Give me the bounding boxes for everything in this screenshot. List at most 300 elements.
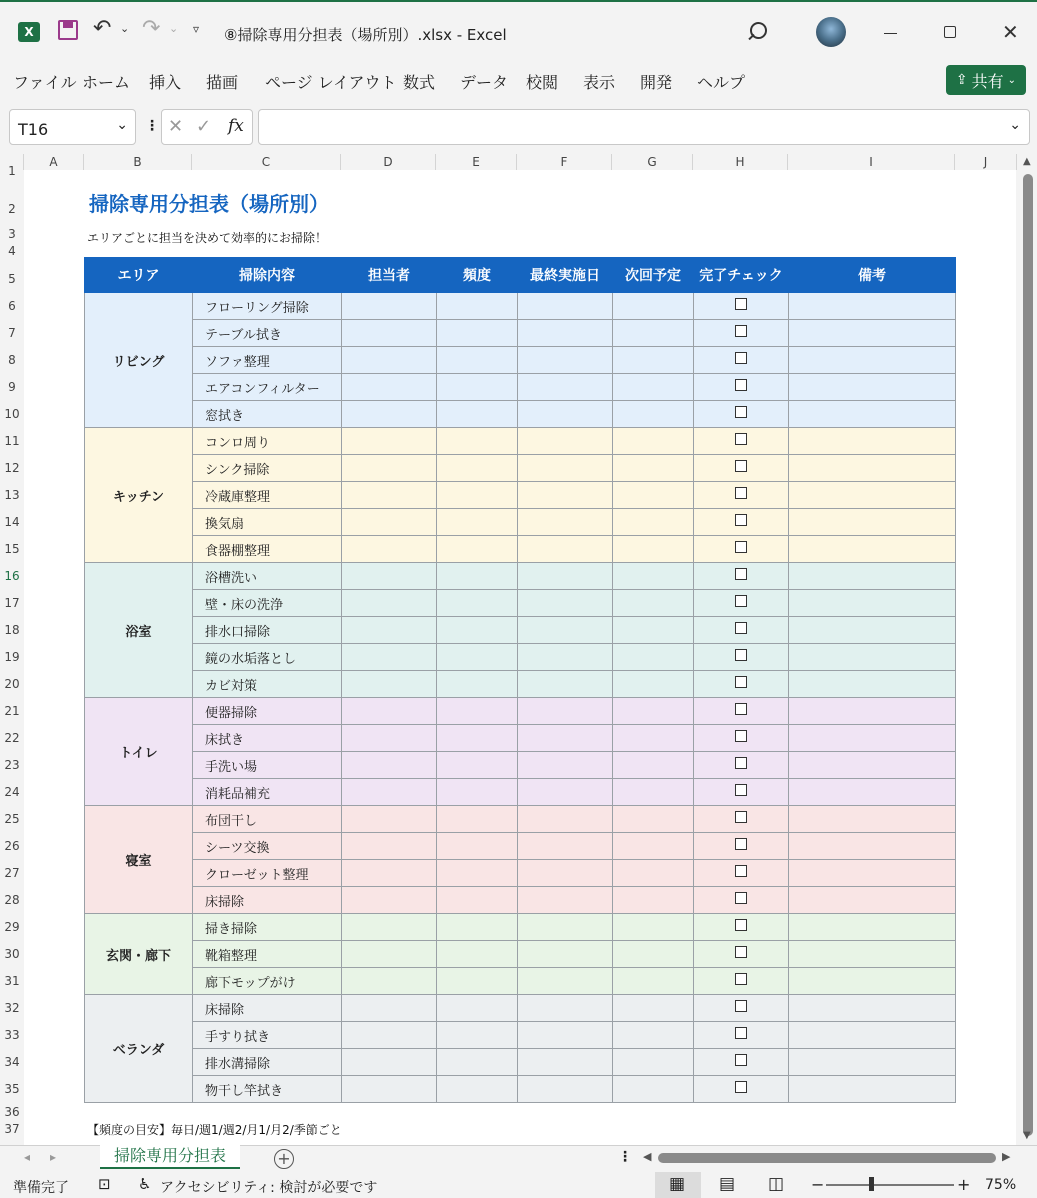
frequency-cell[interactable] xyxy=(437,482,518,509)
task-cell[interactable]: 消耗品補充 xyxy=(193,779,342,806)
last-done-cell[interactable] xyxy=(518,1022,613,1049)
row-header[interactable]: 1 xyxy=(8,164,16,178)
assignee-cell[interactable] xyxy=(342,941,437,968)
next-due-cell[interactable] xyxy=(613,536,694,563)
done-check-cell[interactable] xyxy=(694,401,789,428)
tab-draw[interactable]: 描画 xyxy=(206,73,239,92)
row-header[interactable]: 14 xyxy=(4,515,20,529)
frequency-cell[interactable] xyxy=(437,995,518,1022)
assignee-cell[interactable] xyxy=(342,806,437,833)
checkbox[interactable] xyxy=(735,379,747,391)
row-header[interactable]: 27 xyxy=(4,866,20,880)
done-check-cell[interactable] xyxy=(694,644,789,671)
tab-review[interactable]: 校閲 xyxy=(526,73,559,92)
last-done-cell[interactable] xyxy=(518,293,613,320)
next-due-cell[interactable] xyxy=(613,374,694,401)
last-done-cell[interactable] xyxy=(518,455,613,482)
more-options-icon[interactable]: ⋮ xyxy=(145,118,159,134)
enter-icon[interactable]: ✓ xyxy=(196,116,212,137)
row-header[interactable]: 30 xyxy=(4,947,20,961)
assignee-cell[interactable] xyxy=(342,671,437,698)
notes-cell[interactable] xyxy=(789,617,956,644)
task-cell[interactable]: 排水溝掃除 xyxy=(193,1049,342,1076)
next-due-cell[interactable] xyxy=(613,347,694,374)
frequency-cell[interactable] xyxy=(437,374,518,401)
notes-cell[interactable] xyxy=(789,536,956,563)
checkbox[interactable] xyxy=(735,298,747,310)
tab-file[interactable]: ファイル xyxy=(13,73,77,92)
name-box[interactable] xyxy=(9,109,136,145)
done-check-cell[interactable] xyxy=(694,1049,789,1076)
checkbox[interactable] xyxy=(735,460,747,472)
zoom-slider-thumb[interactable] xyxy=(869,1177,874,1191)
accessibility-status[interactable]: アクセシビリティ: 検討が必要です xyxy=(160,1180,378,1196)
next-due-cell[interactable] xyxy=(613,293,694,320)
redo-icon[interactable]: ↷ xyxy=(142,16,161,41)
assignee-cell[interactable] xyxy=(342,347,437,374)
next-due-cell[interactable] xyxy=(613,401,694,428)
frequency-cell[interactable] xyxy=(437,698,518,725)
column-header-next-due[interactable]: 次回予定 xyxy=(613,258,694,293)
row-header[interactable]: 21 xyxy=(4,704,20,718)
row-header[interactable]: 28 xyxy=(4,893,20,907)
accessibility-icon[interactable]: ♿ xyxy=(138,1175,152,1193)
frequency-cell[interactable] xyxy=(437,455,518,482)
done-check-cell[interactable] xyxy=(694,617,789,644)
next-due-cell[interactable] xyxy=(613,725,694,752)
assignee-cell[interactable] xyxy=(342,833,437,860)
notes-cell[interactable] xyxy=(789,428,956,455)
scroll-up-icon[interactable]: ▲ xyxy=(1023,156,1031,167)
area-cell[interactable]: 寝室 xyxy=(85,806,193,914)
done-check-cell[interactable] xyxy=(694,428,789,455)
last-done-cell[interactable] xyxy=(518,536,613,563)
notes-cell[interactable] xyxy=(789,860,956,887)
tab-help[interactable]: ヘルプ xyxy=(697,73,746,92)
next-due-cell[interactable] xyxy=(613,671,694,698)
done-check-cell[interactable] xyxy=(694,806,789,833)
row-header[interactable]: 8 xyxy=(8,353,16,367)
row-header[interactable]: 32 xyxy=(4,1001,20,1015)
task-cell[interactable]: 床拭き xyxy=(193,725,342,752)
task-cell[interactable]: シンク掃除 xyxy=(193,455,342,482)
frequency-cell[interactable] xyxy=(437,860,518,887)
last-done-cell[interactable] xyxy=(518,563,613,590)
assignee-cell[interactable] xyxy=(342,752,437,779)
row-header[interactable]: 19 xyxy=(4,650,20,664)
last-done-cell[interactable] xyxy=(518,401,613,428)
assignee-cell[interactable] xyxy=(342,860,437,887)
checkbox[interactable] xyxy=(735,514,747,526)
checkbox[interactable] xyxy=(735,568,747,580)
task-cell[interactable]: フローリング掃除 xyxy=(193,293,342,320)
done-check-cell[interactable] xyxy=(694,347,789,374)
notes-cell[interactable] xyxy=(789,887,956,914)
last-done-cell[interactable] xyxy=(518,374,613,401)
row-header[interactable]: 12 xyxy=(4,461,20,475)
checkbox[interactable] xyxy=(735,784,747,796)
last-done-cell[interactable] xyxy=(518,779,613,806)
tab-view[interactable]: 表示 xyxy=(583,73,616,92)
row-header[interactable]: 23 xyxy=(4,758,20,772)
done-check-cell[interactable] xyxy=(694,725,789,752)
checkbox[interactable] xyxy=(735,946,747,958)
page-break-preview-icon[interactable]: ◫ xyxy=(768,1174,785,1194)
last-done-cell[interactable] xyxy=(518,320,613,347)
frequency-cell[interactable] xyxy=(437,968,518,995)
assignee-cell[interactable] xyxy=(342,644,437,671)
last-done-cell[interactable] xyxy=(518,590,613,617)
next-due-cell[interactable] xyxy=(613,455,694,482)
notes-cell[interactable] xyxy=(789,563,956,590)
assignee-cell[interactable] xyxy=(342,428,437,455)
task-cell[interactable]: シーツ交換 xyxy=(193,833,342,860)
notes-cell[interactable] xyxy=(789,995,956,1022)
scroll-down-icon[interactable]: ▼ xyxy=(1023,1130,1031,1141)
close-icon[interactable]: ✕ xyxy=(1002,20,1019,44)
done-check-cell[interactable] xyxy=(694,968,789,995)
assignee-cell[interactable] xyxy=(342,536,437,563)
checkbox[interactable] xyxy=(735,865,747,877)
frequency-cell[interactable] xyxy=(437,617,518,644)
frequency-cell[interactable] xyxy=(437,320,518,347)
row-header[interactable]: 6 xyxy=(8,299,16,313)
done-check-cell[interactable] xyxy=(694,941,789,968)
assignee-cell[interactable] xyxy=(342,779,437,806)
next-due-cell[interactable] xyxy=(613,509,694,536)
frequency-cell[interactable] xyxy=(437,401,518,428)
frequency-cell[interactable] xyxy=(437,563,518,590)
row-header[interactable]: 5 xyxy=(8,272,16,286)
column-header[interactable]: A xyxy=(24,154,84,170)
redo-dropdown-icon[interactable]: ⌄ xyxy=(169,22,179,35)
cancel-icon[interactable]: ✕ xyxy=(168,116,184,137)
task-cell[interactable]: 掃き掃除 xyxy=(193,914,342,941)
checkbox[interactable] xyxy=(735,838,747,850)
task-cell[interactable]: 廊下モップがけ xyxy=(193,968,342,995)
next-due-cell[interactable] xyxy=(613,320,694,347)
task-cell[interactable]: 便器掃除 xyxy=(193,698,342,725)
done-check-cell[interactable] xyxy=(694,833,789,860)
notes-cell[interactable] xyxy=(789,482,956,509)
hscroll-left-icon[interactable]: ◀ xyxy=(643,1150,652,1163)
last-done-cell[interactable] xyxy=(518,968,613,995)
row-header[interactable]: 4 xyxy=(8,244,16,258)
column-header-assignee[interactable]: 担当者 xyxy=(342,258,437,293)
frequency-cell[interactable] xyxy=(437,509,518,536)
assignee-cell[interactable] xyxy=(342,1076,437,1103)
save-icon[interactable] xyxy=(58,20,78,40)
task-cell[interactable]: カビ対策 xyxy=(193,671,342,698)
tab-data[interactable]: データ xyxy=(460,73,509,92)
next-due-cell[interactable] xyxy=(613,860,694,887)
last-done-cell[interactable] xyxy=(518,995,613,1022)
undo-dropdown-icon[interactable]: ⌄ xyxy=(120,22,130,35)
frequency-cell[interactable] xyxy=(437,725,518,752)
next-due-cell[interactable] xyxy=(613,752,694,779)
next-due-cell[interactable] xyxy=(613,887,694,914)
frequency-cell[interactable] xyxy=(437,644,518,671)
column-header[interactable]: G xyxy=(612,154,693,170)
done-check-cell[interactable] xyxy=(694,752,789,779)
zoom-out-icon[interactable]: − xyxy=(811,1175,825,1194)
row-header[interactable]: 33 xyxy=(4,1028,20,1042)
notes-cell[interactable] xyxy=(789,833,956,860)
tab-insert[interactable]: 挿入 xyxy=(149,73,182,92)
column-header[interactable]: E xyxy=(436,154,517,170)
assignee-cell[interactable] xyxy=(342,968,437,995)
notes-cell[interactable] xyxy=(789,293,956,320)
next-due-cell[interactable] xyxy=(613,914,694,941)
last-done-cell[interactable] xyxy=(518,644,613,671)
notes-cell[interactable] xyxy=(789,1049,956,1076)
checkbox[interactable] xyxy=(735,892,747,904)
column-header[interactable]: J xyxy=(955,154,1017,170)
tab-formulas[interactable]: 数式 xyxy=(403,73,436,92)
next-due-cell[interactable] xyxy=(613,698,694,725)
done-check-cell[interactable] xyxy=(694,320,789,347)
task-cell[interactable]: 物干し竿拭き xyxy=(193,1076,342,1103)
last-done-cell[interactable] xyxy=(518,941,613,968)
assignee-cell[interactable] xyxy=(342,1049,437,1076)
last-done-cell[interactable] xyxy=(518,671,613,698)
assignee-cell[interactable] xyxy=(342,887,437,914)
assignee-cell[interactable] xyxy=(342,374,437,401)
row-header[interactable]: 7 xyxy=(8,326,16,340)
frequency-cell[interactable] xyxy=(437,347,518,374)
column-header-frequency[interactable]: 頻度 xyxy=(437,258,518,293)
last-done-cell[interactable] xyxy=(518,833,613,860)
checkbox[interactable] xyxy=(735,1027,747,1039)
assignee-cell[interactable] xyxy=(342,914,437,941)
checkbox[interactable] xyxy=(735,1000,747,1012)
done-check-cell[interactable] xyxy=(694,509,789,536)
minimize-icon[interactable] xyxy=(884,33,897,34)
task-cell[interactable]: 冷蔵庫整理 xyxy=(193,482,342,509)
row-header[interactable]: 17 xyxy=(4,596,20,610)
task-cell[interactable]: 床掃除 xyxy=(193,887,342,914)
customize-qat-icon[interactable]: ▿ xyxy=(193,22,200,36)
frequency-cell[interactable] xyxy=(437,941,518,968)
notes-cell[interactable] xyxy=(789,941,956,968)
checkbox[interactable] xyxy=(735,1081,747,1093)
row-header[interactable]: 2 xyxy=(8,202,16,216)
avatar[interactable] xyxy=(816,17,846,47)
row-header[interactable]: 11 xyxy=(4,434,20,448)
task-cell[interactable]: 手洗い場 xyxy=(193,752,342,779)
last-done-cell[interactable] xyxy=(518,887,613,914)
assignee-cell[interactable] xyxy=(342,590,437,617)
column-header[interactable]: C xyxy=(192,154,341,170)
row-header[interactable]: 15 xyxy=(4,542,20,556)
area-cell[interactable]: リビング xyxy=(85,293,193,428)
assignee-cell[interactable] xyxy=(342,1022,437,1049)
notes-cell[interactable] xyxy=(789,914,956,941)
area-cell[interactable]: 浴室 xyxy=(85,563,193,698)
area-cell[interactable]: キッチン xyxy=(85,428,193,563)
done-check-cell[interactable] xyxy=(694,860,789,887)
notes-cell[interactable] xyxy=(789,1076,956,1103)
assignee-cell[interactable] xyxy=(342,320,437,347)
checkbox[interactable] xyxy=(735,811,747,823)
area-cell[interactable]: 玄関・廊下 xyxy=(85,914,193,995)
task-cell[interactable]: 靴箱整理 xyxy=(193,941,342,968)
done-check-cell[interactable] xyxy=(694,293,789,320)
formula-input[interactable] xyxy=(258,109,1030,145)
checkbox[interactable] xyxy=(735,757,747,769)
column-header[interactable]: F xyxy=(517,154,612,170)
done-check-cell[interactable] xyxy=(694,779,789,806)
page-layout-view-icon[interactable]: ▤ xyxy=(719,1174,736,1194)
done-check-cell[interactable] xyxy=(694,536,789,563)
row-header[interactable]: 31 xyxy=(4,974,20,988)
row-header[interactable]: 35 xyxy=(4,1082,20,1096)
expand-formula-icon[interactable]: ⌄ xyxy=(1009,117,1021,133)
row-header[interactable]: 26 xyxy=(4,839,20,853)
frequency-cell[interactable] xyxy=(437,806,518,833)
row-header[interactable]: 25 xyxy=(4,812,20,826)
assignee-cell[interactable] xyxy=(342,698,437,725)
last-done-cell[interactable] xyxy=(518,617,613,644)
checkbox[interactable] xyxy=(735,433,747,445)
last-done-cell[interactable] xyxy=(518,752,613,779)
frequency-cell[interactable] xyxy=(437,671,518,698)
notes-cell[interactable] xyxy=(789,374,956,401)
checkbox[interactable] xyxy=(735,406,747,418)
frequency-cell[interactable] xyxy=(437,752,518,779)
done-check-cell[interactable] xyxy=(694,1022,789,1049)
scroll-thumb[interactable] xyxy=(1023,174,1033,1136)
done-check-cell[interactable] xyxy=(694,1076,789,1103)
assignee-cell[interactable] xyxy=(342,995,437,1022)
row-header[interactable]: 24 xyxy=(4,785,20,799)
share-button[interactable] xyxy=(946,65,1026,95)
frequency-cell[interactable] xyxy=(437,293,518,320)
last-done-cell[interactable] xyxy=(518,509,613,536)
next-due-cell[interactable] xyxy=(613,1022,694,1049)
notes-cell[interactable] xyxy=(789,806,956,833)
notes-cell[interactable] xyxy=(789,698,956,725)
add-sheet-icon[interactable]: + xyxy=(274,1149,294,1169)
column-header[interactable]: I xyxy=(788,154,955,170)
checkbox[interactable] xyxy=(735,352,747,364)
zoom-slider[interactable] xyxy=(826,1184,954,1186)
assignee-cell[interactable] xyxy=(342,482,437,509)
frequency-cell[interactable] xyxy=(437,914,518,941)
row-header[interactable]: 20 xyxy=(4,677,20,691)
notes-cell[interactable] xyxy=(789,644,956,671)
row-header[interactable]: 36 xyxy=(4,1105,20,1119)
frequency-cell[interactable] xyxy=(437,1049,518,1076)
done-check-cell[interactable] xyxy=(694,698,789,725)
more-options-icon[interactable]: ⋮ xyxy=(618,1149,632,1165)
next-due-cell[interactable] xyxy=(613,590,694,617)
area-cell[interactable]: トイレ xyxy=(85,698,193,806)
frequency-cell[interactable] xyxy=(437,590,518,617)
next-due-cell[interactable] xyxy=(613,482,694,509)
last-done-cell[interactable] xyxy=(518,1049,613,1076)
task-cell[interactable]: 鏡の水垢落とし xyxy=(193,644,342,671)
column-header-task[interactable]: 掃除内容 xyxy=(193,258,342,293)
next-due-cell[interactable] xyxy=(613,428,694,455)
last-done-cell[interactable] xyxy=(518,482,613,509)
frequency-cell[interactable] xyxy=(437,428,518,455)
tab-scroll-left-icon[interactable]: ◂ xyxy=(24,1150,31,1164)
row-header[interactable]: 9 xyxy=(8,380,16,394)
task-cell[interactable]: クローゼット整理 xyxy=(193,860,342,887)
assignee-cell[interactable] xyxy=(342,509,437,536)
checkbox[interactable] xyxy=(735,676,747,688)
assignee-cell[interactable] xyxy=(342,455,437,482)
done-check-cell[interactable] xyxy=(694,590,789,617)
task-cell[interactable]: 排水口掃除 xyxy=(193,617,342,644)
row-header[interactable]: 34 xyxy=(4,1055,20,1069)
insert-function-icon[interactable]: fx xyxy=(228,116,244,136)
assignee-cell[interactable] xyxy=(342,563,437,590)
notes-cell[interactable] xyxy=(789,590,956,617)
next-due-cell[interactable] xyxy=(613,1076,694,1103)
undo-icon[interactable]: ↶ xyxy=(93,16,112,41)
checkbox[interactable] xyxy=(735,973,747,985)
next-due-cell[interactable] xyxy=(613,617,694,644)
sheet-tab-active[interactable] xyxy=(100,1145,240,1169)
notes-cell[interactable] xyxy=(789,968,956,995)
notes-cell[interactable] xyxy=(789,779,956,806)
row-header[interactable]: 18 xyxy=(4,623,20,637)
tab-page-layout[interactable]: ページ レイアウト xyxy=(265,73,397,92)
last-done-cell[interactable] xyxy=(518,914,613,941)
assignee-cell[interactable] xyxy=(342,293,437,320)
last-done-cell[interactable] xyxy=(518,806,613,833)
vertical-scrollbar[interactable] xyxy=(1020,154,1037,1145)
tab-scroll-right-icon[interactable]: ▸ xyxy=(50,1150,57,1164)
task-cell[interactable]: 換気扇 xyxy=(193,509,342,536)
task-cell[interactable]: ソファ整理 xyxy=(193,347,342,374)
checkbox[interactable] xyxy=(735,649,747,661)
done-check-cell[interactable] xyxy=(694,887,789,914)
next-due-cell[interactable] xyxy=(613,941,694,968)
checkbox[interactable] xyxy=(735,487,747,499)
assignee-cell[interactable] xyxy=(342,725,437,752)
zoom-in-icon[interactable]: + xyxy=(957,1175,971,1194)
done-check-cell[interactable] xyxy=(694,374,789,401)
notes-cell[interactable] xyxy=(789,752,956,779)
hscroll-right-icon[interactable]: ▶ xyxy=(1002,1150,1011,1163)
checkbox[interactable] xyxy=(735,919,747,931)
task-cell[interactable]: 布団干し xyxy=(193,806,342,833)
checkbox[interactable] xyxy=(735,730,747,742)
task-cell[interactable]: 壁・床の洗浄 xyxy=(193,590,342,617)
column-header-done-check[interactable]: 完了チェック xyxy=(694,258,789,293)
next-due-cell[interactable] xyxy=(613,833,694,860)
task-cell[interactable]: テーブル拭き xyxy=(193,320,342,347)
task-cell[interactable]: 手すり拭き xyxy=(193,1022,342,1049)
column-header[interactable]: H xyxy=(693,154,788,170)
last-done-cell[interactable] xyxy=(518,725,613,752)
assignee-cell[interactable] xyxy=(342,617,437,644)
row-header[interactable]: 29 xyxy=(4,920,20,934)
column-header-last-done[interactable]: 最終実施日 xyxy=(518,258,613,293)
normal-view-button[interactable] xyxy=(655,1172,701,1198)
tab-home[interactable]: ホーム xyxy=(82,73,131,92)
next-due-cell[interactable] xyxy=(613,563,694,590)
done-check-cell[interactable] xyxy=(694,995,789,1022)
row-header[interactable]: 3 xyxy=(8,227,16,241)
done-check-cell[interactable] xyxy=(694,455,789,482)
horizontal-scrollbar-thumb[interactable] xyxy=(658,1153,996,1163)
done-check-cell[interactable] xyxy=(694,671,789,698)
column-header[interactable]: D xyxy=(341,154,436,170)
